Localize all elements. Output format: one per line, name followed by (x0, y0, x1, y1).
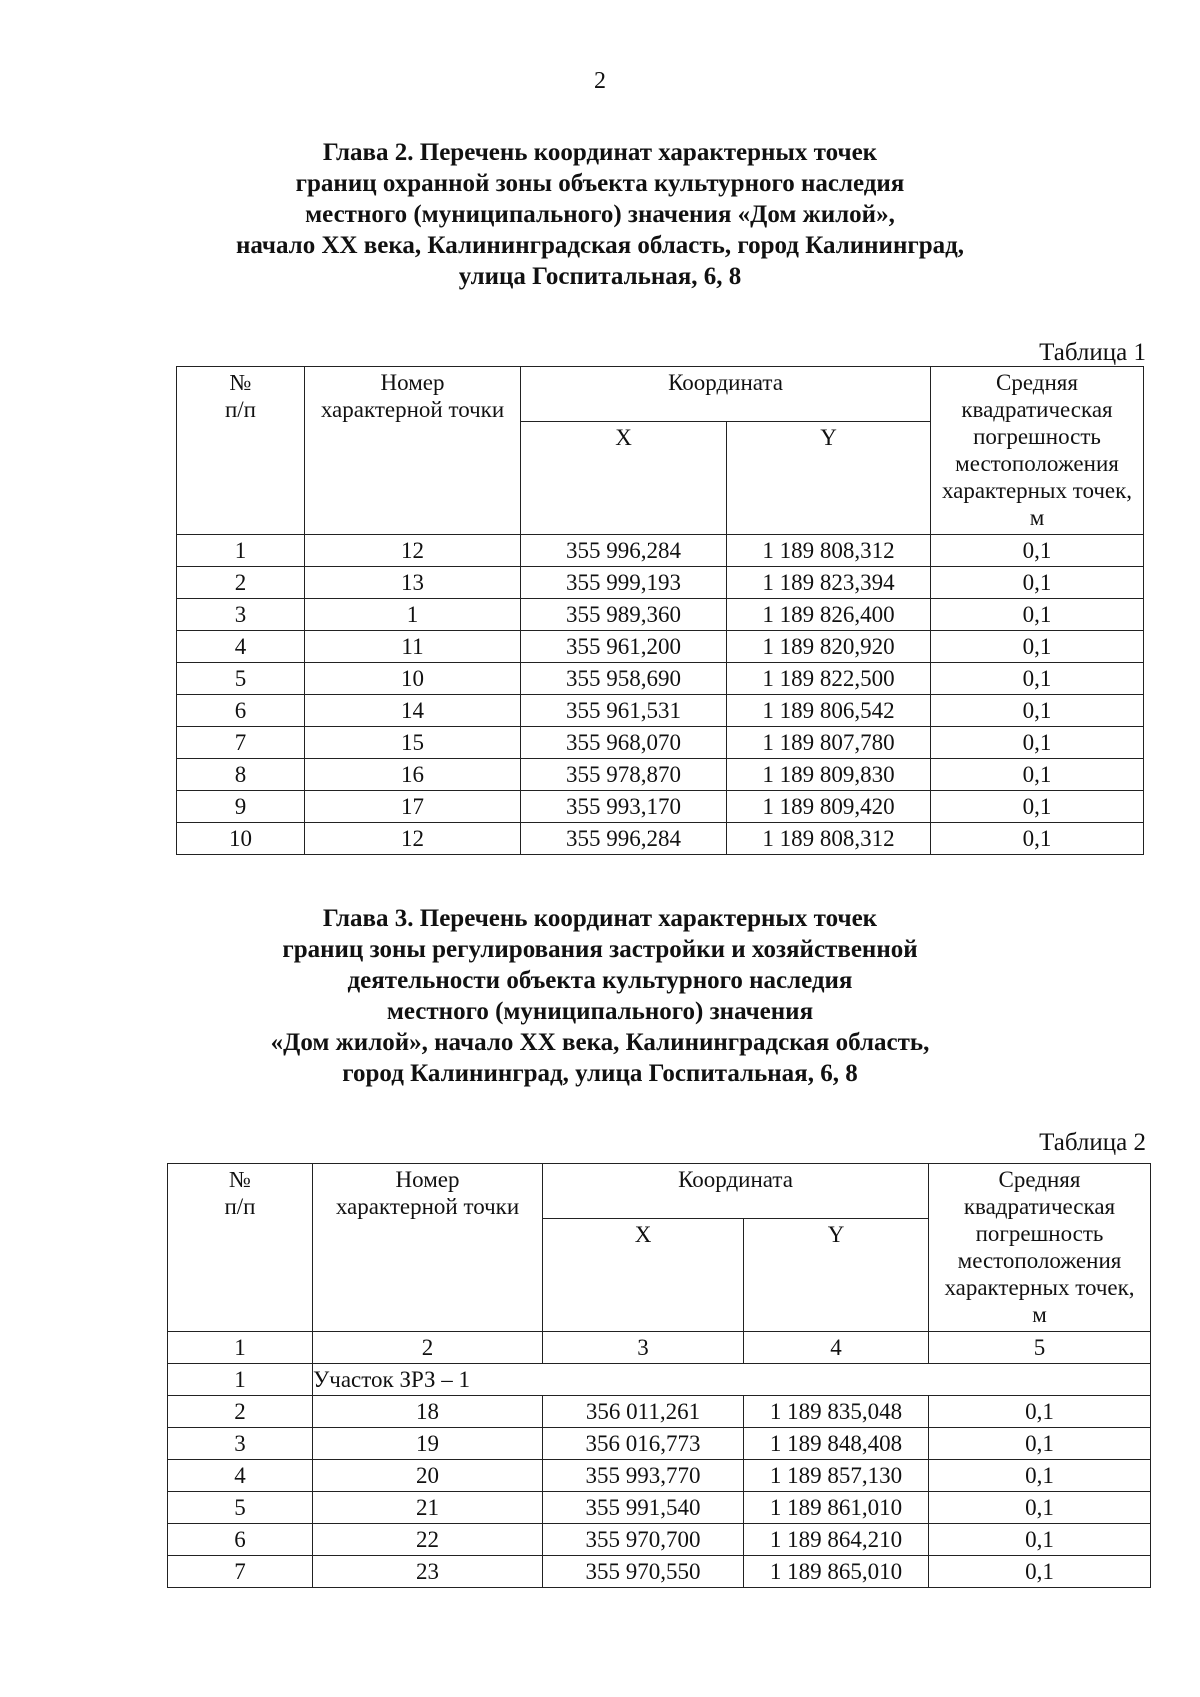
cell-x: 355 968,070 (521, 727, 727, 759)
cell-num: 6 (177, 695, 305, 727)
header-y: Y (744, 1219, 929, 1332)
table-1-label: Таблица 1 (1039, 339, 1146, 366)
cell-error: 0,1 (929, 1460, 1151, 1492)
table-row (168, 1492, 1151, 1524)
cell-point: 16 (305, 759, 521, 791)
header-text: квадратическая (963, 1194, 1116, 1219)
coordinates-table-1 (176, 366, 1144, 855)
cell-y: 1 189 865,010 (744, 1556, 929, 1588)
cell-point: 23 (313, 1556, 543, 1588)
cell-num: 6 (168, 1524, 313, 1556)
header-error (931, 367, 1144, 535)
table-row (177, 567, 1144, 599)
header-text: погрешность (975, 1221, 1104, 1246)
cell-y: 1 189 823,394 (727, 567, 931, 599)
header-text: № (229, 1167, 251, 1192)
cell-point: 18 (313, 1396, 543, 1428)
table-row (177, 695, 1144, 727)
table-row (177, 535, 1144, 567)
section-label: Участок ЗРЗ – 1 (313, 1364, 1151, 1396)
cell-num: 1 (177, 535, 305, 567)
title-line: границ охранной зоны объекта культурного наследия (295, 170, 905, 197)
cell-x: 355 999,193 (521, 567, 727, 599)
cell-y: 1 189 848,408 (744, 1428, 929, 1460)
header-text: Средняя (998, 1167, 1081, 1192)
header-coordinate: Координата (521, 367, 931, 422)
cell-error: 0,1 (931, 663, 1144, 695)
title-line: границ зоны регулирования застройки и хозяйственной (282, 936, 918, 963)
cell-point: 12 (305, 535, 521, 567)
cell-error: 0,1 (929, 1492, 1151, 1524)
cell-point: 22 (313, 1524, 543, 1556)
cell-x: 355 978,870 (521, 759, 727, 791)
header-text: м (1032, 1302, 1047, 1327)
header-text: п/п (224, 1194, 256, 1219)
title-line: деятельности объекта культурного наследия (347, 967, 853, 994)
header-num (177, 367, 305, 535)
cell-point: 13 (305, 567, 521, 599)
header-text: п/п (224, 397, 256, 422)
cell-y: 1 189 809,420 (727, 791, 931, 823)
table-row (177, 727, 1144, 759)
cell-error: 0,1 (929, 1428, 1151, 1460)
table-1-body (177, 535, 1144, 855)
cell-num: 2 (168, 1396, 313, 1428)
header-text: характерной точки (335, 1194, 520, 1219)
cell-y: 1 189 864,210 (744, 1524, 929, 1556)
header-x: X (521, 422, 727, 535)
cell-error: 0,1 (931, 567, 1144, 599)
table-row (168, 1556, 1151, 1588)
cell-error: 0,1 (931, 695, 1144, 727)
cell-num: 4 (177, 631, 305, 663)
header-text: Средняя (996, 370, 1078, 395)
table-row (168, 1460, 1151, 1492)
cell-num: 3 (168, 1428, 313, 1460)
cell-x: 355 989,360 (521, 599, 727, 631)
column-number: 2 (313, 1332, 543, 1364)
header-text: характерной точки (320, 397, 505, 422)
cell-error: 0,1 (931, 631, 1144, 663)
column-number: 3 (543, 1332, 744, 1364)
cell-num: 5 (177, 663, 305, 695)
cell-y: 1 189 808,312 (727, 823, 931, 855)
table-row (177, 791, 1144, 823)
cell-x: 355 970,700 (543, 1524, 744, 1556)
cell-point: 14 (305, 695, 521, 727)
title-line: местного (муниципального) значения (386, 998, 814, 1025)
section-number: 1 (168, 1364, 313, 1396)
title-line: местного (муниципального) значения «Дом жилой», (305, 201, 895, 228)
title-line: «Дом жилой», начало XX века, Калининградская область, (270, 1029, 930, 1056)
cell-y: 1 189 806,542 (727, 695, 931, 727)
title-line: Глава 2. Перечень координат характерных точек (322, 139, 878, 166)
header-text: квадратическая (961, 397, 1113, 422)
title-line: Глава 3. Перечень координат характерных точек (322, 905, 878, 932)
header-point (313, 1164, 543, 1332)
cell-error: 0,1 (929, 1556, 1151, 1588)
cell-error: 0,1 (931, 727, 1144, 759)
cell-num: 7 (177, 727, 305, 759)
header-text: характерных точек, (944, 1275, 1135, 1300)
column-number-row (168, 1332, 1151, 1364)
cell-y: 1 189 826,400 (727, 599, 931, 631)
cell-num: 3 (177, 599, 305, 631)
cell-num: 10 (177, 823, 305, 855)
cell-error: 0,1 (931, 599, 1144, 631)
cell-error: 0,1 (929, 1396, 1151, 1428)
header-text: Номер (380, 370, 445, 395)
cell-x: 355 958,690 (521, 663, 727, 695)
table-row (168, 1524, 1151, 1556)
header-point (305, 367, 521, 535)
header-text: погрешность (973, 424, 1101, 449)
cell-error: 0,1 (929, 1524, 1151, 1556)
header-text: местоположения (957, 1248, 1122, 1273)
header-num (168, 1164, 313, 1332)
coordinates-table-2 (167, 1163, 1151, 1588)
table-row (177, 599, 1144, 631)
cell-num: 4 (168, 1460, 313, 1492)
header-error (929, 1164, 1151, 1332)
column-number: 1 (168, 1332, 313, 1364)
cell-num: 8 (177, 759, 305, 791)
cell-x: 355 961,200 (521, 631, 727, 663)
cell-error: 0,1 (931, 823, 1144, 855)
title-line: город Калининград, улица Госпитальная, 6, 8 (342, 1060, 858, 1087)
cell-x: 356 011,261 (543, 1396, 744, 1428)
header-text: м (1029, 505, 1045, 530)
cell-x: 355 993,170 (521, 791, 727, 823)
cell-x: 355 996,284 (521, 535, 727, 567)
cell-x: 355 961,531 (521, 695, 727, 727)
cell-error: 0,1 (931, 759, 1144, 791)
cell-y: 1 189 820,920 (727, 631, 931, 663)
cell-point: 15 (305, 727, 521, 759)
cell-y: 1 189 822,500 (727, 663, 931, 695)
table-row (177, 631, 1144, 663)
cell-point: 10 (305, 663, 521, 695)
header-x: X (543, 1219, 744, 1332)
cell-y: 1 189 861,010 (744, 1492, 929, 1524)
title-line: улица Госпитальная, 6, 8 (458, 263, 742, 290)
cell-num: 2 (177, 567, 305, 599)
cell-point: 1 (305, 599, 521, 631)
column-number: 4 (744, 1332, 929, 1364)
cell-num: 5 (168, 1492, 313, 1524)
header-text: местоположения (955, 451, 1119, 476)
cell-point: 21 (313, 1492, 543, 1524)
table-row (168, 1396, 1151, 1428)
header-text: характерных точек, (941, 478, 1133, 503)
cell-y: 1 189 809,830 (727, 759, 931, 791)
header-row (177, 367, 1144, 422)
header-y: Y (727, 422, 931, 535)
cell-error: 0,1 (931, 791, 1144, 823)
title-line: начало XX века, Калининградская область, город Калининград, (235, 232, 965, 259)
cell-point: 12 (305, 823, 521, 855)
cell-y: 1 189 835,048 (744, 1396, 929, 1428)
table-2-body (168, 1396, 1151, 1588)
cell-error: 0,1 (931, 535, 1144, 567)
header-text: Номер (395, 1167, 460, 1192)
cell-num: 9 (177, 791, 305, 823)
cell-y: 1 189 857,130 (744, 1460, 929, 1492)
cell-y: 1 189 808,312 (727, 535, 931, 567)
table-row (177, 663, 1144, 695)
cell-x: 355 996,284 (521, 823, 727, 855)
column-number: 5 (929, 1332, 1151, 1364)
cell-x: 356 016,773 (543, 1428, 744, 1460)
chapter-2-title (0, 137, 1200, 292)
table-2-label: Таблица 2 (1039, 1129, 1146, 1156)
cell-x: 355 993,770 (543, 1460, 744, 1492)
cell-num: 7 (168, 1556, 313, 1588)
header-coordinate: Координата (543, 1164, 929, 1219)
page-number: 2 (594, 68, 606, 94)
cell-x: 355 991,540 (543, 1492, 744, 1524)
table-row (168, 1428, 1151, 1460)
header-text: № (229, 370, 252, 395)
cell-point: 19 (313, 1428, 543, 1460)
cell-point: 11 (305, 631, 521, 663)
cell-y: 1 189 807,780 (727, 727, 931, 759)
table-row (177, 759, 1144, 791)
section-row (168, 1364, 1151, 1396)
table-row (177, 823, 1144, 855)
chapter-3-title (0, 903, 1200, 1089)
header-row (168, 1164, 1151, 1219)
cell-x: 355 970,550 (543, 1556, 744, 1588)
cell-point: 17 (305, 791, 521, 823)
cell-point: 20 (313, 1460, 543, 1492)
